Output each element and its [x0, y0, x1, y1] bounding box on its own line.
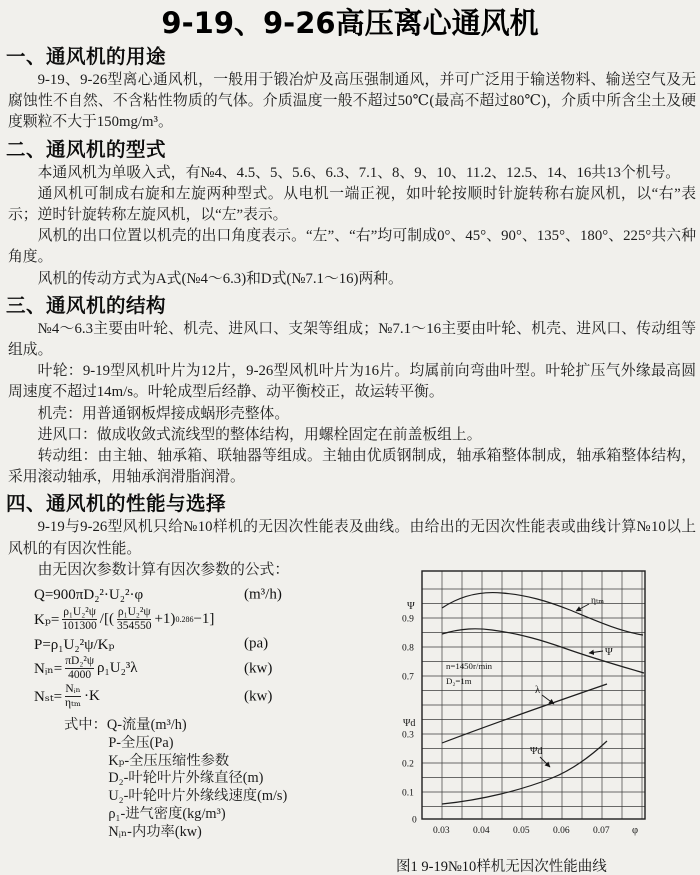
section-heading-types: 二、通风机的型式	[6, 137, 167, 161]
formula-flow-expr: Q=900πD₂²·U₂²·φ	[34, 586, 144, 603]
formula-block	[34, 585, 392, 710]
formula-nst-rhs: ·K	[83, 688, 100, 705]
y-tick: 0.1	[402, 788, 414, 799]
formula-internal-power	[34, 655, 392, 682]
formula-pressure-unit: (pa)	[244, 635, 269, 652]
types-paragraph: 风机的出口位置以机壳的出口角度表示。“左”、“右”均可制成0°、45°、90°、135°、180°、225°共六种角度。	[8, 228, 696, 266]
performance-chart	[392, 556, 700, 848]
section-heading-usage: 一、通风机的用途	[6, 45, 167, 68]
section-heading-performance: 四、通风机的性能与选择	[6, 492, 227, 516]
legend-prefix: 式中：	[64, 717, 107, 734]
y-axis-label-bottom: Ψd	[403, 718, 416, 729]
fraction: $\frac{\text{Nᵢₙ}}{\text{ηₜₘ}}$	[65, 683, 81, 710]
structure-paragraph: 叶轮：9-19型风机叶片为12片，9-26型风机叶片为16片。均属前向弯曲叶型。叶轮扩压气外缘最高圆周速度不超过14m/s。叶轮成型后经静、动平衡校正，故运转平衡。	[8, 363, 696, 401]
curve-label-eta: ηₜₘ	[591, 596, 605, 606]
fraction: $\frac{\text{ρ₁U₂²ψ}}{101300}$	[62, 606, 97, 633]
formula-kp-tail: +1)	[154, 611, 176, 628]
structure-paragraph: №4～6.3主要由叶轮、机壳、进风口、支架等组成；№7.1～16主要由叶轮、机壳、进风口、传动组等组成。	[8, 320, 696, 359]
figure-caption: 图1 9-19№10样机无因次性能曲线	[396, 859, 607, 875]
y-tick: 0.2	[402, 759, 414, 770]
performance-paragraph: 9-19与9-26型风机只给№10样机的无因次性能表及曲线。由给出的无因次性能表或曲线计算№10以上风机的有因次性能。	[8, 519, 696, 557]
legend-item: D₂-叶轮叶片外缘直径(m)	[108, 770, 264, 787]
x-tick: 0.06	[553, 826, 570, 836]
formula-column	[0, 585, 392, 842]
annotation-speed: n=1450r/min	[446, 661, 493, 671]
legend-item: Q-流量(m³/h)	[106, 717, 187, 734]
formula-kp-end: −1]	[193, 611, 215, 628]
formula-flow	[34, 585, 392, 605]
types-paragraph: 通风机可制成右旋和左旋两种型式。从电机一端正视，如叶轮按顺时针旋转称右旋风机，以“右”表示；逆时针旋转称左旋风机，以“左”表示。	[8, 185, 696, 224]
psid-label-arrow	[540, 757, 550, 767]
fraction: $\frac{\text{πD₂²ψ}}{4000}$	[65, 655, 95, 682]
y-tick: 0.9	[402, 614, 414, 625]
formula-flow-unit: (m³/h)	[244, 586, 282, 603]
legend-item: Nᵢₙ-内功率(kw)	[108, 823, 202, 840]
x-tick: 0.04	[473, 826, 490, 836]
chart-border	[422, 571, 645, 819]
legend-item: Kₚ-全压压缩性参数	[108, 752, 230, 769]
performance-figure	[392, 556, 700, 875]
legend-item: U₂-叶轮叶片外缘线速度(m/s)	[108, 788, 288, 805]
formula-compressibility	[34, 606, 392, 633]
types-paragraph: 风机的传动方式为A式(№4～6.3)和D式(№7.1～16)两种。	[37, 270, 403, 287]
symbol-legend	[64, 717, 392, 842]
structure-paragraph: 机壳：用普通钢板焊接成蜗形壳整体。	[37, 405, 290, 422]
psi-label-arrow	[589, 651, 603, 653]
formula-nst-unit: (kw)	[244, 688, 273, 705]
usage-paragraph: 9-19、9-26型离心通风机，一般用于锻冶炉及高压强制通风，并可广泛用于输送物料、输送空气及无腐蚀性不自然、不含粘性物质的气体。介质温度一般不超过50℃(最高不超过80℃)，介质中所含尘土及硬度颗粒不大于150mg/m³。	[8, 72, 696, 131]
structure-paragraph: 转动组：由主轴、轴承箱、联轴器等组成。主轴由优质钢制成，轴承箱整体制成，轴承箱整体结构，采用滚动轴承，用轴承润滑脂润滑。	[8, 448, 696, 486]
legend-line	[64, 717, 392, 735]
formula-kp-exponent: 0.286	[175, 614, 194, 624]
performance-paragraph: 由无因次参数计算有因次参数的公式：	[37, 561, 290, 578]
y-tick: 0.3	[402, 730, 414, 741]
formula-kp-lhs: Kₚ=	[34, 612, 60, 629]
formula-nst-lhs: Nₛₜ=	[34, 689, 63, 706]
x-tick: 0.05	[513, 826, 530, 836]
formula-pressure-expr: P=ρ₁U₂²ψ/Kₚ	[34, 636, 115, 653]
formula-shaft-power	[34, 683, 392, 710]
formula-kp-divider: /[(	[99, 611, 114, 628]
types-paragraph: 本通风机为单吸入式，有№4、4.5、5、5.6、6.3、7.1、8、9、10、11.2、12.5、14、16共13个机号。	[37, 164, 681, 181]
x-tick: 0.07	[593, 826, 610, 836]
fraction: $\frac{\text{ρ₁U₂²ψ}}{354550}$	[116, 606, 152, 633]
curve-label-psi: Ψ	[605, 647, 613, 658]
page-title: 9-19、9-26高压离心通风机	[161, 6, 539, 40]
structure-paragraph: 进风口：做成收敛式流线型的整体结构，用螺栓固定在前盖板组上。	[37, 426, 482, 443]
legend-item: P-全压(Pa)	[108, 734, 174, 751]
y-tick: 0	[412, 815, 417, 826]
formula-nin-unit: (kw)	[244, 660, 273, 677]
curve-label-lambda: λ	[535, 685, 541, 696]
x-tick: 0.03	[433, 826, 450, 836]
x-axis-label: φ	[632, 825, 639, 836]
legend-item: ρ₁-进气密度(kg/m³)	[108, 806, 226, 823]
lambda-label-arrow	[542, 695, 554, 704]
annotation-diameter: D₂=1m	[446, 676, 472, 686]
section-heading-structure: 三、通风机的结构	[6, 293, 167, 317]
formula-pressure	[34, 634, 392, 654]
eta-label-arrow	[576, 604, 589, 611]
y-axis-label-top: Ψ	[407, 601, 415, 612]
formula-nin-rhs: ρ₁U₂³λ	[97, 660, 138, 677]
curve-label-psid: Ψd	[530, 746, 543, 757]
chart-grid-horizontal	[422, 589, 645, 807]
formula-nin-lhs: Nᵢₙ=	[34, 661, 63, 678]
y-tick: 0.7	[402, 672, 414, 683]
y-tick: 0.8	[402, 643, 414, 654]
